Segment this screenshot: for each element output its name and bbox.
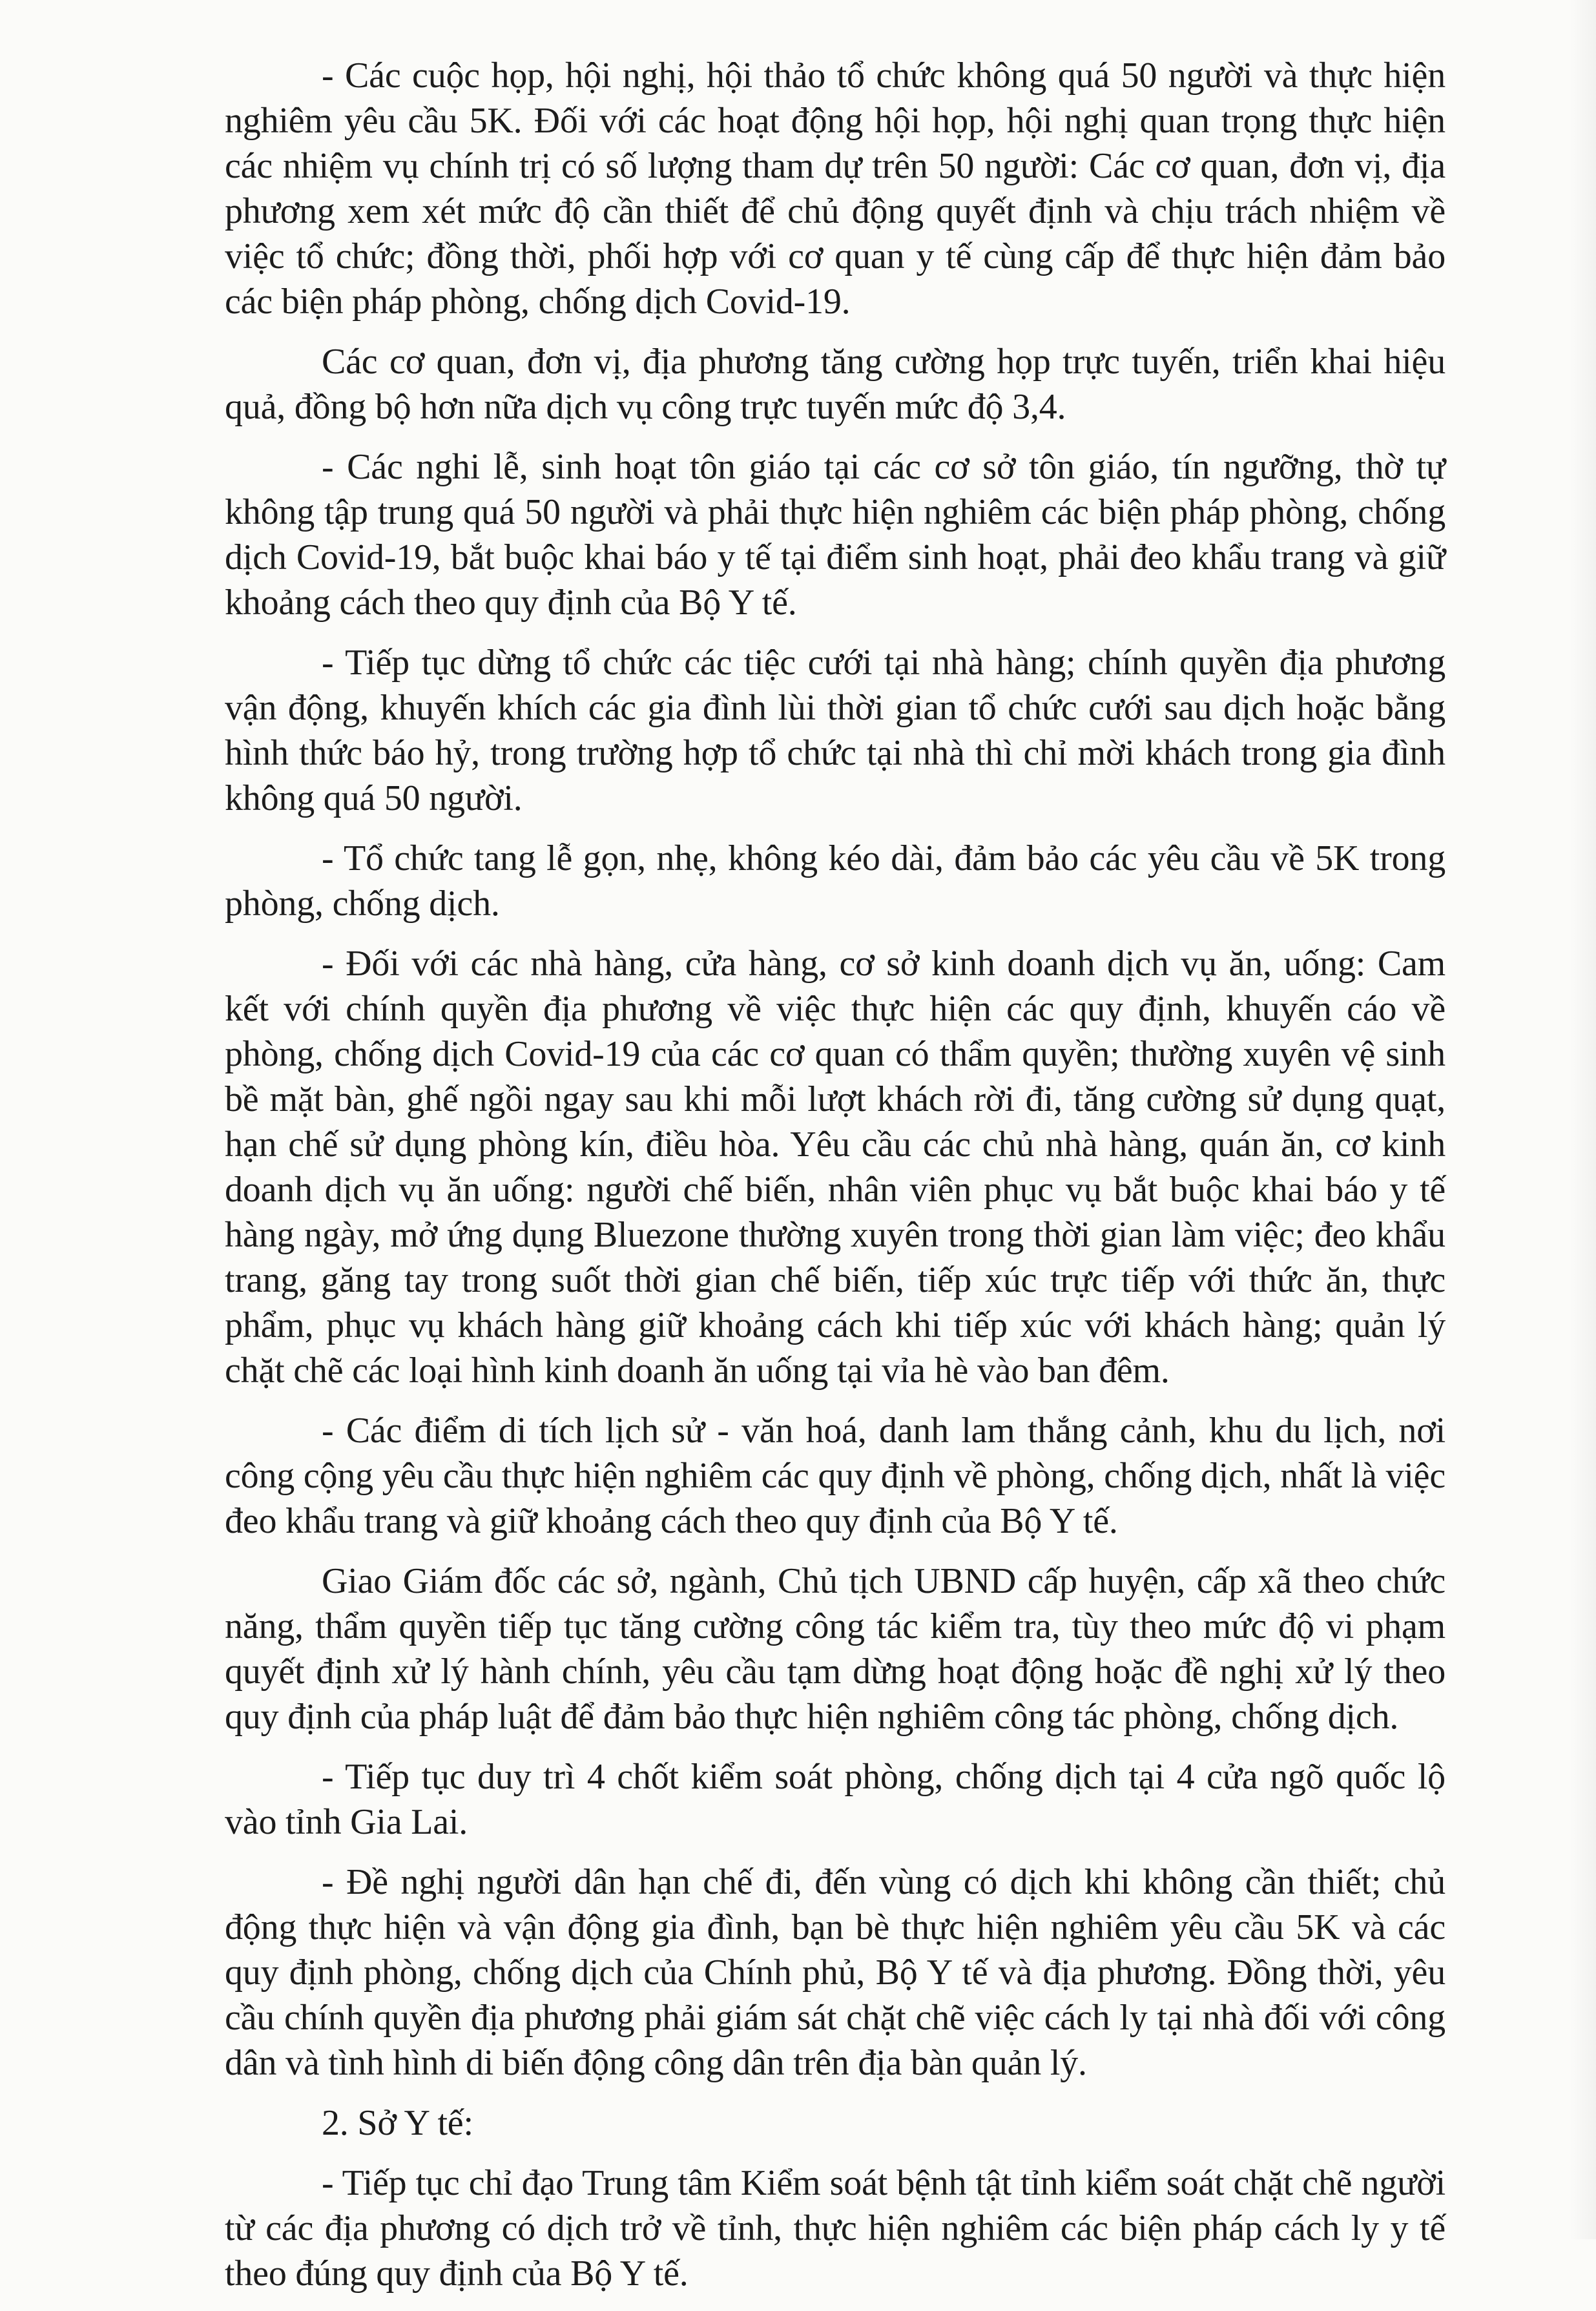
paragraph-checkpoints: - Tiếp tục duy trì 4 chốt kiểm soát phòng, chống dịch tại 4 cửa ngõ quốc lộ vào tỉnh Gia Lai. [225,1757,1446,1842]
paragraph-online-meetings: Các cơ quan, đơn vị, địa phương tăng cường họp trực tuyến, triển khai hiệu quả, đồng bộ hơn nữa dịch vụ công trực tuyến mức độ 3,4. [225,342,1446,427]
document-page [225,53,1446,2311]
paragraph-restaurants: - Đối với các nhà hàng, cửa hàng, cơ sở kinh doanh dịch vụ ăn, uống: Cam kết với chính quyền địa phương về việc thực hiện các quy định, khuyến cáo về phòng, chống dịch Covid-19 của các cơ quan có thẩm quyền; thường xuyên vệ sinh bề mặt bàn, ghế ngồi ngay sau khi mỗi lượt khách rời đi, tăng cường sử dụng quạt, hạn chế sử dụng phòng kín, điều hòa. Yêu cầu các chủ nhà hàng, quán ăn, cơ kinh doanh dịch vụ ăn uống: người chế biến, nhân viên phục vụ bắt buộc khai báo y tế hàng ngày, mở ứng dụng Bluezone thường xuyên trong thời gian làm việc; đeo khẩu trang, găng tay trong suốt thời gian chế biến, tiếp xúc trực tiếp với thức ăn, thực phẩm, phục vụ khách hàng giữ khoảng cách khi tiếp xúc với khách hàng; quản lý chặt chẽ các loại hình kinh doanh ăn uống tại vỉa hè vào ban đêm. [225,944,1446,1391]
paragraph-funerals: - Tổ chức tang lễ gọn, nhẹ, không kéo dài, đảm bảo các yêu cầu về 5K trong phòng, chống dịch. [225,838,1446,924]
paragraph-weddings: - Tiếp tục dừng tổ chức các tiệc cưới tại nhà hàng; chính quyền địa phương vận động, khuyến khích các gia đình lùi thời gian tổ chức cưới sau dịch hoặc bằng hình thức báo hỷ, trong trường hợp tổ chức tại nhà thì chỉ mời khách trong gia đình không quá 50 người. [225,643,1446,818]
section-heading-health-department: 2. Sở Y tế: [322,2103,473,2143]
paragraph-inspection: Giao Giám đốc các sở, ngành, Chủ tịch UBND cấp huyện, cấp xã theo chức năng, thẩm quyền tiếp tục tăng cường công tác kiểm tra, tùy theo mức độ vi phạm quyết định xử lý hành chính, yêu cầu tạm dừng hoạt động hoặc đề nghị xử lý theo quy định của pháp luật để đảm bảo thực hiện nghiêm công tác phòng, chống dịch. [225,1561,1446,1737]
paragraph-religious-activities: - Các nghi lễ, sinh hoạt tôn giáo tại các cơ sở tôn giáo, tín ngưỡng, thờ tự không tập trung quá 50 người và phải thực hiện nghiêm các biện pháp phòng, chống dịch Covid-19, bắt buộc khai báo y tế tại điểm sinh hoạt, phải đeo khẩu trang và giữ khoảng cách theo quy định của Bộ Y tế. [225,447,1446,623]
scan-edge-shadow [1570,0,1596,2239]
paragraph-citizens: - Đề nghị người dân hạn chế đi, đến vùng có dịch khi không cần thiết; chủ động thực hiện và vận động gia đình, bạn bè thực hiện nghiêm yêu cầu 5K và các quy định phòng, chống dịch của Chính phủ, Bộ Y tế và địa phương. Đồng thời, yêu cầu chính quyền địa phương phải giám sát chặt chẽ việc cách ly tại nhà đối với công dân và tình hình di biến động công dân trên địa bàn quản lý. [225,1862,1446,2083]
paragraph-tourist-sites: - Các điểm di tích lịch sử - văn hoá, danh lam thắng cảnh, khu du lịch, nơi công cộng yêu cầu thực hiện nghiêm các quy định về phòng, chống dịch, nhất là việc đeo khẩu trang và giữ khoảng cách theo quy định của Bộ Y tế. [225,1411,1446,1541]
paragraph-cdc-control: - Tiếp tục chỉ đạo Trung tâm Kiểm soát bệnh tật tỉnh kiểm soát chặt chẽ người từ các địa phương có dịch trở về tỉnh, thực hiện nghiêm các biện pháp cách ly y tế theo đúng quy định của Bộ Y tế. [225,2163,1446,2294]
paragraph-meetings: - Các cuộc họp, hội nghị, hội thảo tổ chức không quá 50 người và thực hiện nghiêm yêu cầu 5K. Đối với các hoạt động hội họp, hội nghị quan trọng thực hiện các nhiệm vụ chính trị có số lượng tham dự trên 50 người: Các cơ quan, đơn vị, địa phương xem xét mức độ cần thiết để chủ động quyết định và chịu trách nhiệm về việc tổ chức; đồng thời, phối hợp với cơ quan y tế cùng cấp để thực hiện đảm bảo các biện pháp phòng, chống dịch Covid-19. [225,56,1446,322]
